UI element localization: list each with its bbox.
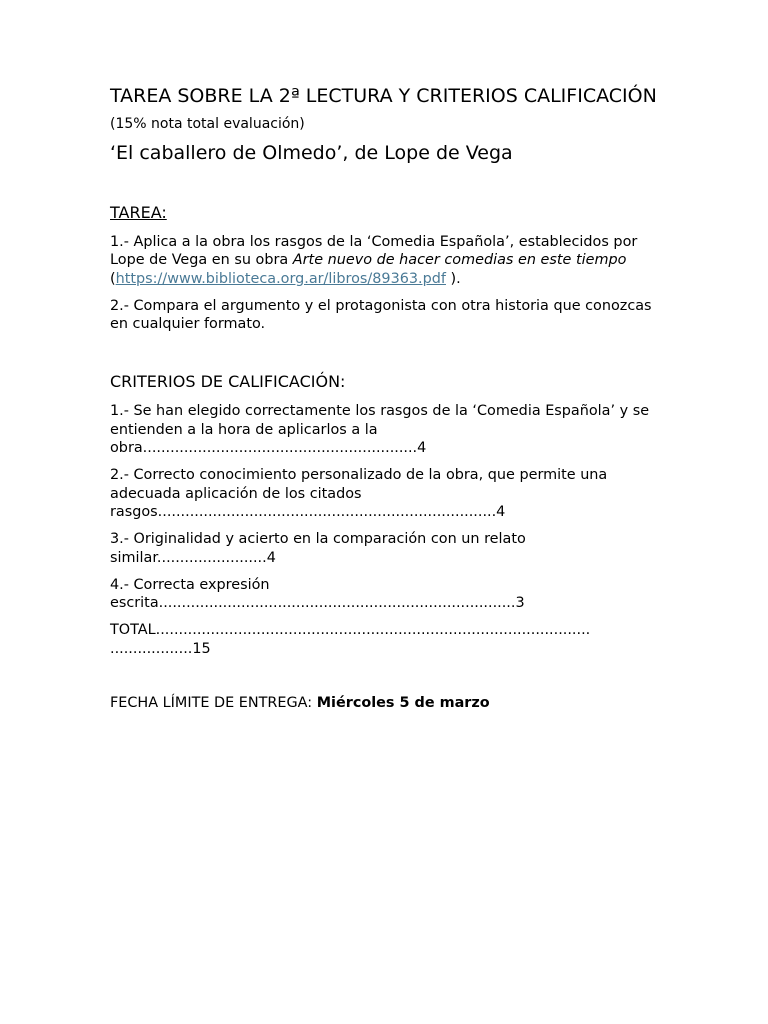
tarea-item-1 (110, 233, 660, 288)
weight-note: (15% nota total evaluación) (110, 116, 305, 132)
criterio-item-2 (110, 466, 660, 521)
criterio-1-text: 1.- Se han elegido correctamente los rasgos de la ‘Comedia Española’ y se entienden a la hora de aplicarlos a la (110, 403, 650, 438)
work-title: ‘El caballero de Olmedo’, de Lope de Vega (110, 142, 513, 164)
criterio-3-text: 3.- Originalidad y acierto en la comparación con un relato (110, 531, 526, 548)
criterio-item-3 (110, 530, 660, 567)
criterio-2-score: rasgos..........................................................................4 (110, 503, 506, 520)
paren-open: ( (110, 270, 116, 287)
deadline-date: Miércoles 5 de marzo (316, 695, 490, 712)
deadline-label: FECHA LÍMITE DE ENTREGA: (110, 695, 317, 712)
tarea-label: TAREA: (110, 203, 167, 222)
criterio-3-score: similar........................4 (110, 549, 276, 566)
document-title: TAREA SOBRE LA 2ª LECTURA Y CRITERIOS CALIFICACIÓN (110, 85, 657, 107)
total-line (110, 621, 660, 658)
criterio-4-score: escrita..............................................................................3 (110, 595, 525, 612)
criterio-1-score: obra............................................................4 (110, 440, 427, 457)
criterios-heading: CRITERIOS DE CALIFICACIÓN: (110, 372, 346, 392)
tarea-heading (110, 203, 660, 223)
tarea-item-1-text: 1.- Aplica a la obra los rasgos de la ‘Comedia Española’, establecidos por Lope de Vega en su obra (110, 234, 638, 269)
criterio-4-text: 4.- Correcta expresión (110, 576, 270, 593)
document-body (110, 84, 660, 712)
criterio-item-1 (110, 402, 660, 457)
pdf-link[interactable]: https://www.biblioteca.org.ar/libros/89363.pdf (115, 270, 446, 287)
total-line-1: TOTAL............................................................................................... (110, 622, 591, 639)
paren-close: ). (445, 270, 461, 287)
deadline (110, 694, 660, 712)
criterio-item-4 (110, 576, 660, 613)
book-title: Arte nuevo de hacer comedias en este tiempo (292, 252, 627, 269)
criterio-2-text: 2.- Correcto conocimiento personalizado de la obra, que permite una adecuada aplicación de los citados (110, 467, 608, 502)
tarea-item-2: 2.- Compara el argumento y el protagonista con otra historia que conozcas en cualquier formato. (110, 297, 652, 333)
total-score: ..................15 (110, 640, 211, 657)
